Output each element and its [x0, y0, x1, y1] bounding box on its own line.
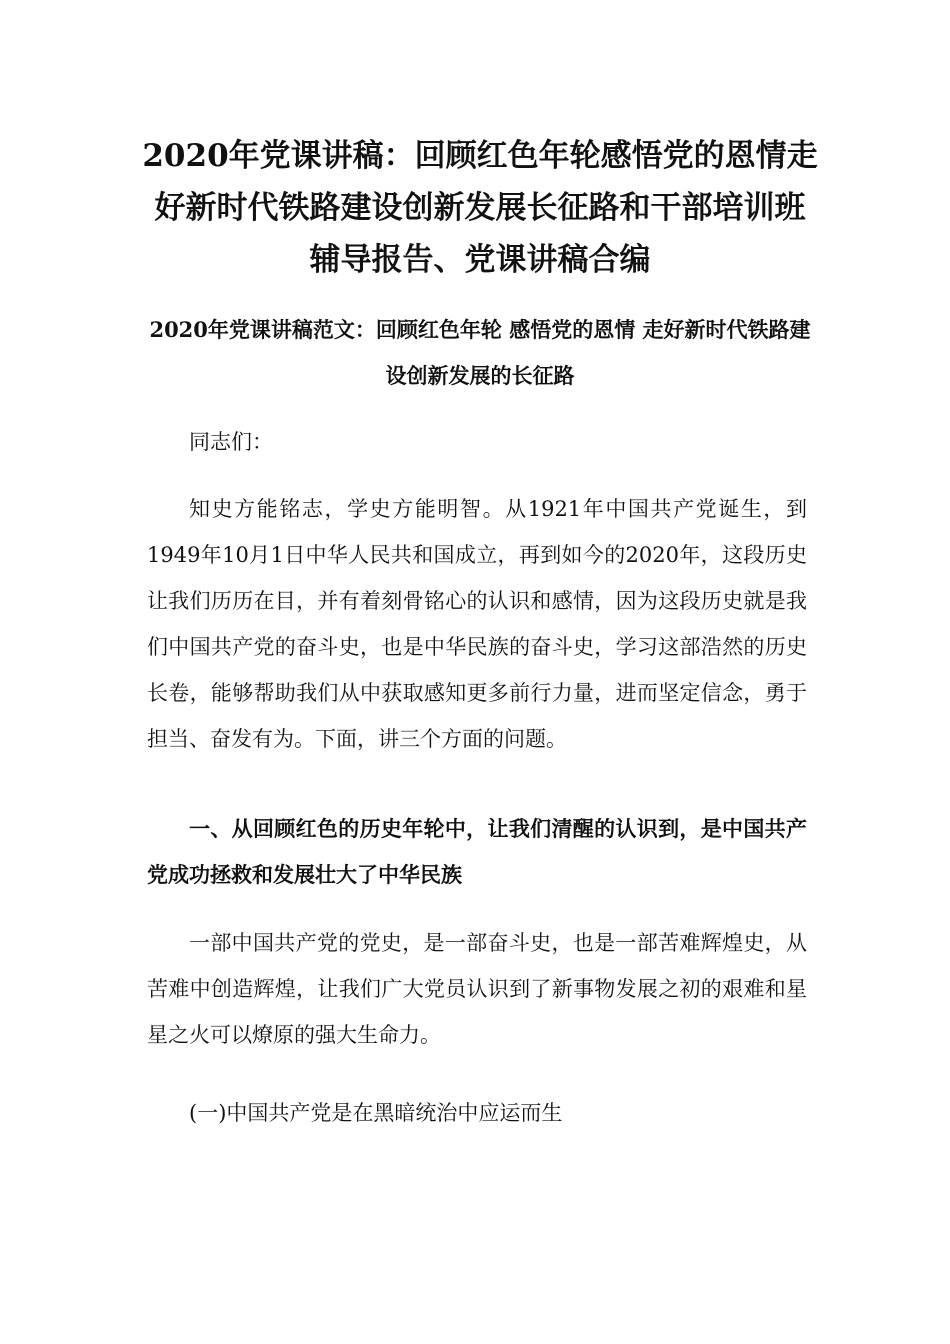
document-subtitle: 2020年党课讲稿范文：回顾红色年轮 感悟党的恩情 走好新时代铁路建设创新发展的长征路: [149, 317, 811, 388]
subsection-heading-1: (一)中国共产党是在黑暗统治中应运而生: [189, 1101, 563, 1125]
document-title: 2020年党课讲稿：回顾红色年轮感悟党的恩情走好新时代铁路建设创新发展长征路和干部培训班辅导报告、党课讲稿合编: [142, 138, 818, 278]
paragraph-section-1: 一部中国共产党的党史，是一部奋斗史，也是一部苦难辉煌史，从苦难中创造辉煌，让我们广大党员认识到了新事物发展之初的艰难和星星之火可以燎原的强大生命力。: [147, 931, 807, 1047]
salutation: 同志们：: [189, 430, 273, 454]
paragraph-intro: 知史方能铭志，学史方能明智。从1921年中国共产党诞生，到1949年10月1日中华人民共和国成立，再到如今的2020年，这段历史让我们历历在目，并有着刻骨铭心的认识和感情，因为这段历史就是我们中国共产党的奋斗史，也是中华民族的奋斗史，学习这部浩然的历史长卷，能够帮助我们从中获取感知更多前行力量，进而坚定信念，勇于担当、奋发有为。下面，讲三个方面的问题。: [147, 497, 807, 751]
section-heading-1: 一、从回顾红色的历史年轮中，让我们清醒的认识到，是中国共产党成功拯救和发展壮大了中华民族: [147, 816, 807, 887]
